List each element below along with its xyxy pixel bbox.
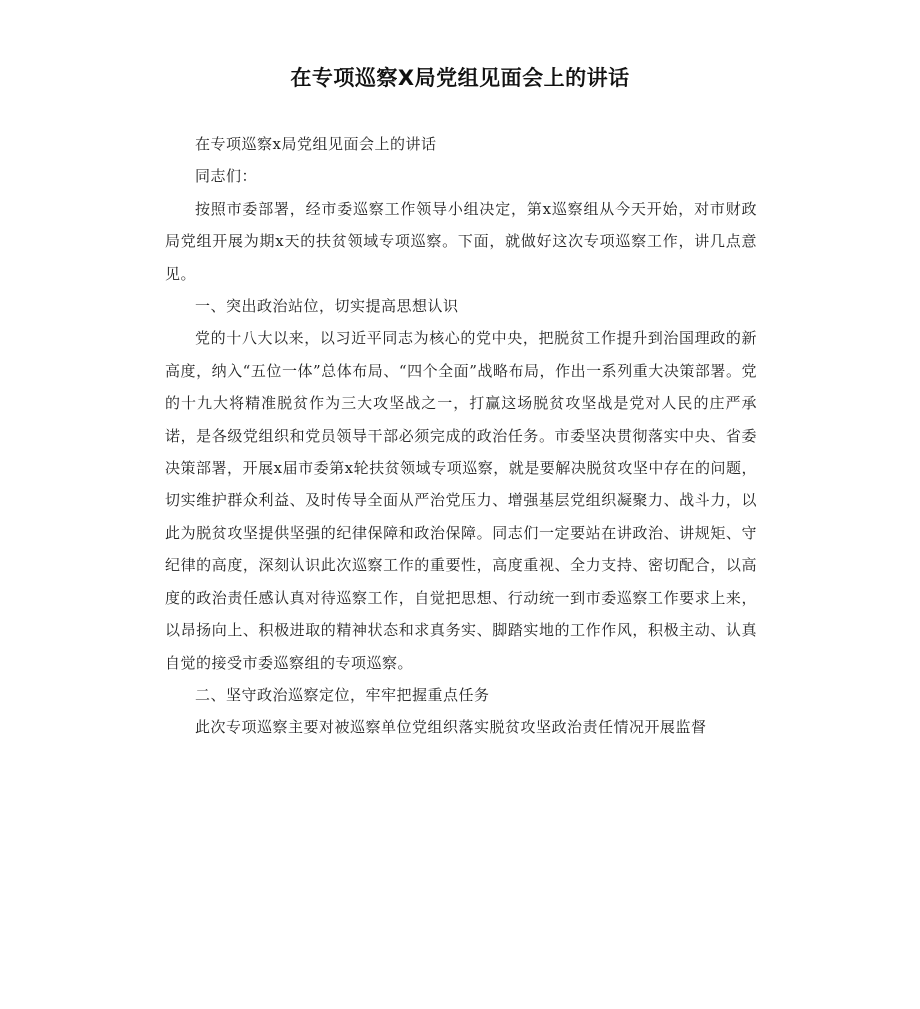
document-body (165, 128, 757, 744)
section-heading-1: 一、突出政治站位，切实提高思想认识 (195, 297, 459, 316)
section-heading-2: 二、坚守政治巡察定位，牢牢把握重点任务 (195, 685, 490, 704)
intro-paragraph: 按照市委部署，经市委巡察工作领导小组决定，第x巡察组从今天开始，对市财政局党组开展为期x天的扶贫领域专项巡察。下面，就做好这次专项巡察工作，讲几点意见。 (165, 199, 757, 283)
subtitle-paragraph: 在专项巡察x局党组见面会上的讲话 (195, 135, 437, 153)
document-title: 在专项巡察X局党组见面会上的讲话 (290, 66, 630, 90)
section-2-paragraph: 此次专项巡察主要对被巡察单位党组织落实脱贫攻坚政治责任情况开展监督 (195, 718, 707, 737)
salutation-paragraph: 同志们： (195, 167, 258, 186)
section-1-paragraph: 党的十八大以来，以习近平同志为核心的党中央，把脱贫工作提升到治国理政的新高度，纳入“五位一体”总体布局、“四个全面”战略布局，作出一系列重大决策部署。党的十九大将精准脱贫作为三大攻坚战之一，打赢这场脱贫攻坚战是党对人民的庄严承诺，是各级党组织和党员领导干部必须完成的政治任务。市委坚决贯彻落实中央、省委决策部署，开展x届市委第x轮扶贫领域专项巡察，就是要解决脱贫攻坚中存在的问题，切实维护群众利益、及时传导全面从严治党压力、增强基层党组织凝聚力、战斗力，以此为脱贫攻坚提供坚强的纪律保障和政治保障。同志们一定要站在讲政治、讲规矩、守纪律的高度，深刻认识此次巡察工作的重要性，高度重视、全力支持、密切配合，以高度的政治责任感认真对待巡察工作，自觉把思想、行动统一到市委巡察工作要求上来，以昂扬向上、积极进取的精神状态和求真务实、脚踏实地的工作作风，积极主动、认真自觉的接受市委巡察组的专项巡察。 (165, 329, 757, 672)
